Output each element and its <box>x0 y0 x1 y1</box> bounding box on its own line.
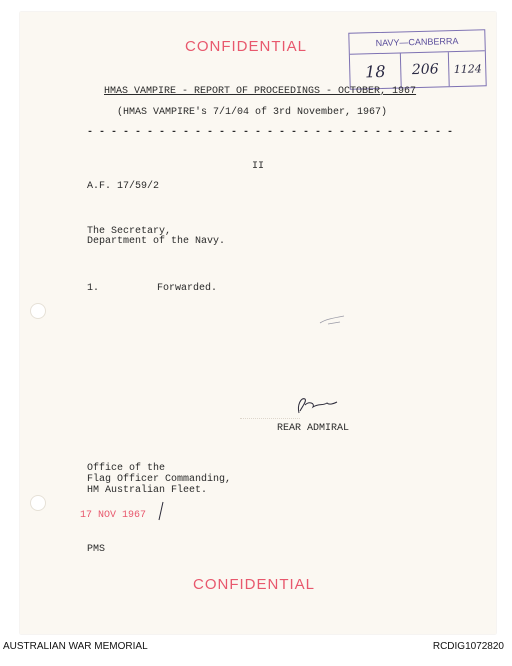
paragraph-text: Forwarded. <box>157 283 218 294</box>
date-stamp: 17 NOV 1967 <box>80 510 147 521</box>
signatory-title: REAR ADMIRAL <box>277 423 350 434</box>
confidential-stamp-bottom: CONFIDENTIAL <box>193 576 316 593</box>
signature-icon <box>293 393 341 419</box>
addressee-line-1: The Secretary, <box>87 226 172 237</box>
registry-office: NAVY—CANBERRA <box>349 30 485 55</box>
paragraph-number: 1. <box>87 283 100 294</box>
registry-stamp <box>348 29 486 90</box>
from-line-2: Flag Officer Commanding, <box>87 474 232 485</box>
registry-ref-1: 18 <box>364 61 386 81</box>
registry-ref-2: 206 <box>400 52 450 87</box>
separator-line: - - - - - - - - - - - - - - - - - - - - - - - - - - - - - - - <box>87 127 454 138</box>
registry-ref-3: 1124 <box>448 51 487 86</box>
document-subtitle: (HMAS VAMPIRE's 7/1/04 of 3rd November, 1967) <box>117 107 388 118</box>
file-reference: A.F. 17/59/2 <box>87 181 160 192</box>
typist-initials: PMS <box>87 544 106 555</box>
footer-catalogue-id: RCDIG1072820 <box>432 641 504 652</box>
punch-hole-top <box>30 303 46 319</box>
pen-stroke-icon <box>156 500 166 522</box>
footer-archive-name: AUSTRALIAN WAR MEMORIAL <box>3 641 148 652</box>
show-through-text <box>240 408 300 419</box>
addressee-line-2: Department of the Navy. <box>87 236 226 247</box>
from-line-3: HM Australian Fleet. <box>87 485 208 496</box>
confidential-stamp-top: CONFIDENTIAL <box>185 38 308 55</box>
document-page <box>20 12 496 634</box>
section-number: II <box>252 161 265 172</box>
pen-mark-icon <box>318 313 348 327</box>
from-line-1: Office of the <box>87 463 166 474</box>
document-title: HMAS VAMPIRE - REPORT OF PROCEEDINGS - OCTOBER, 1967 <box>104 86 417 97</box>
punch-hole-bottom <box>30 495 46 511</box>
